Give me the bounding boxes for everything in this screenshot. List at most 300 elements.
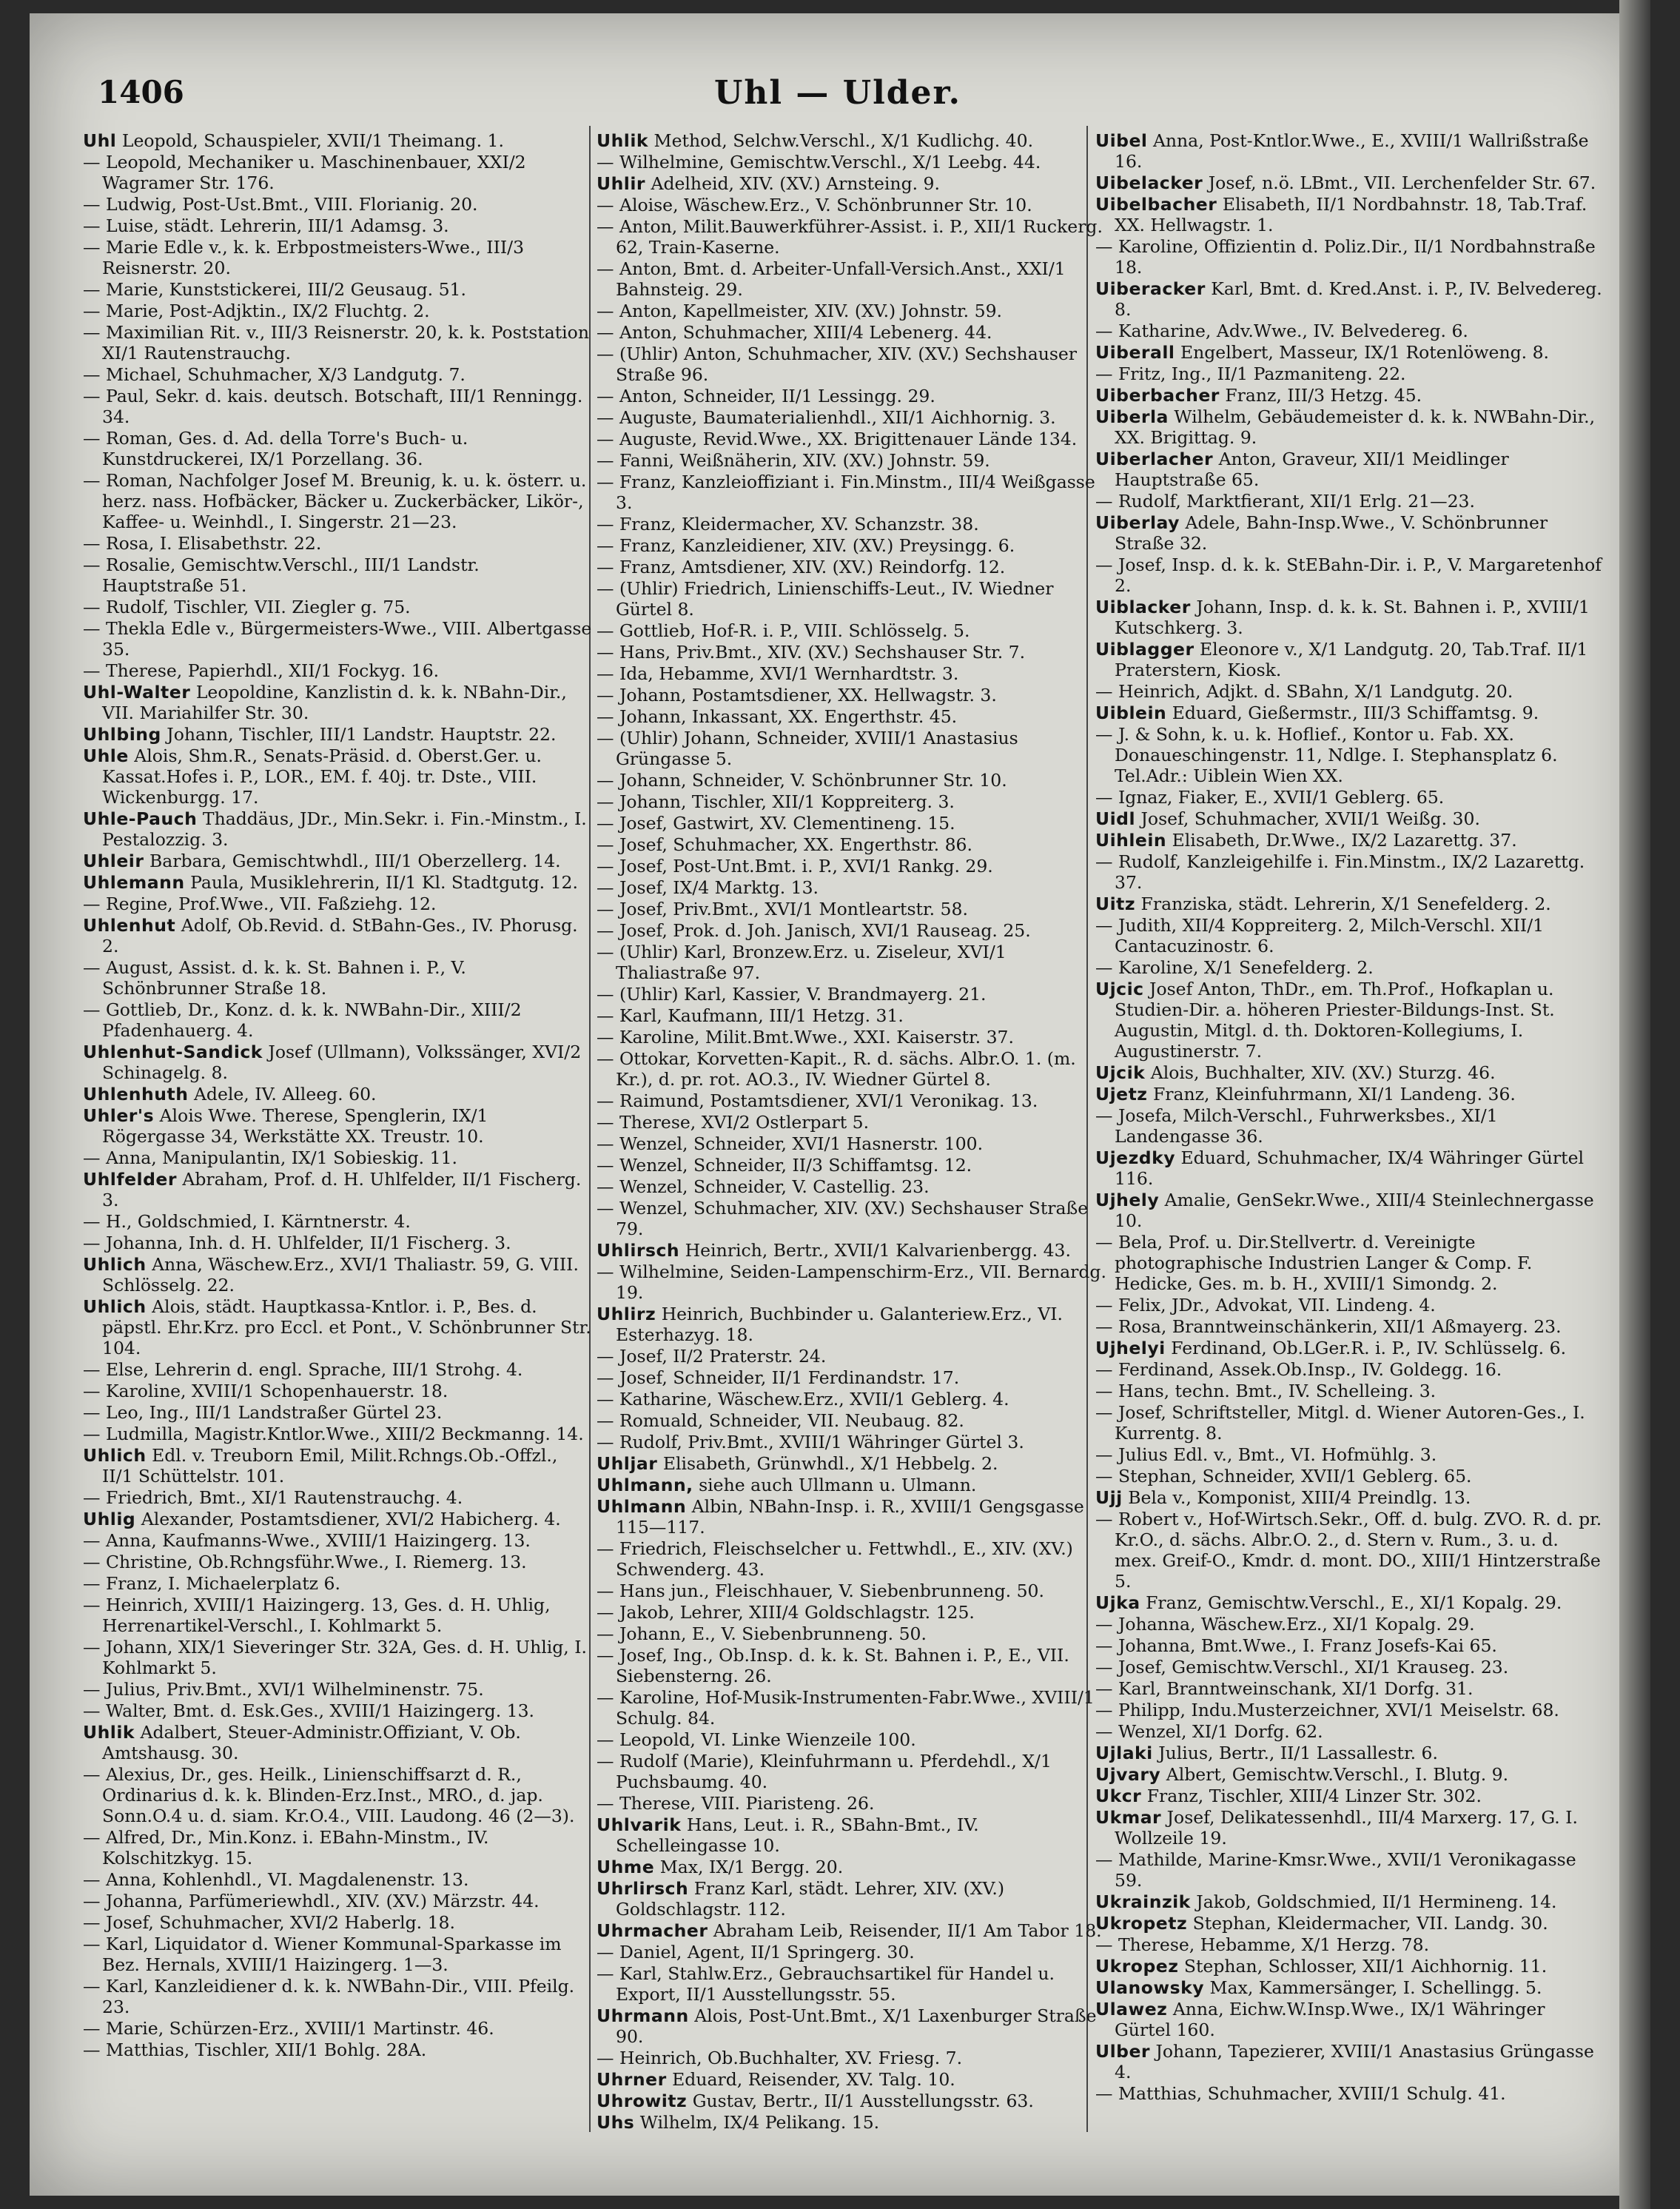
entry-details: siehe auch Ullmann u. Ulmann. (699, 1475, 977, 1495)
entry-details: Franziska, städt. Lehrerin, X/1 Senefelderg. 2. (1140, 894, 1551, 914)
directory-entry (1095, 1190, 1606, 1231)
entry-details: Johann, Tischler, III/1 Landstr. Hauptstr. 22. (167, 724, 557, 745)
entry-details: — Johann, E., V. Siebenbrunneng. 50. (597, 1623, 927, 1644)
directory-entry (1095, 1635, 1606, 1656)
directory-entry (83, 808, 594, 850)
entry-details: — Rudolf, Marktfierant, XII/1 Erlg. 21—23. (1095, 491, 1475, 512)
entry-details: — Johann, XIX/1 Sieveringer Str. 32A, Ges. d. H. Uhlig, I. Kohlmarkt 5. (83, 1637, 587, 1678)
entry-surname: Uiberla (1095, 406, 1169, 427)
entry-surname: Uhlik (83, 1722, 135, 1743)
entry-details: Franz, Kleinfuhrmann, XI/1 Landeng. 36. (1152, 1084, 1516, 1104)
entry-details: — Josef, Insp. d. k. k. StEBahn-Dir. i. P., V. Margaretenhof 2. (1095, 554, 1602, 596)
directory-entry (597, 728, 1107, 769)
directory-entry (1095, 1721, 1606, 1742)
directory-entry (597, 578, 1107, 620)
entry-surname: Uhlfelder (83, 1169, 177, 1190)
directory-entry (597, 856, 1107, 876)
entry-details: Adelheid, XIV. (XV.) Arnsteing. 9. (651, 173, 940, 194)
entry-details: — Ottokar, Korvetten-Kapit., R. d. sächs. Albr.O. 1. (m. Kr.), d. pr. rot. AO.3., IV. Wiedner Gürtel 8. (597, 1048, 1076, 1090)
entry-surname: Uhlbing (83, 724, 161, 745)
directory-entry (83, 872, 594, 893)
entry-surname: Uibelacker (1095, 172, 1203, 193)
entry-details: Eduard, Schuhmacher, IX/4 Währinger Gürtel 116. (1115, 1147, 1584, 1189)
entry-details: — Therese, VIII. Piaristeng. 26. (597, 1793, 875, 1814)
directory-entry (1095, 172, 1606, 193)
entry-details: — Katharine, Wäschew.Erz., XVII/1 Geblerg. 4. (597, 1389, 1009, 1409)
entry-details: — Fanni, Weißnäherin, XIV. (XV.) Johnstr. 59. (597, 450, 990, 471)
directory-entry (597, 429, 1107, 449)
entry-details: — Franz, Amtsdiener, XIV. (XV.) Reindorfg. 12. (597, 557, 1006, 577)
entry-surname: Uhs (597, 2112, 635, 2133)
directory-entry (83, 1487, 594, 1508)
entry-details: — Rudolf, Priv.Bmt., XVIII/1 Währinger Gürtel 3. (597, 1432, 1024, 1452)
entry-details: — Raimund, Postamtsdiener, XVI/1 Veronikag. 13. (597, 1090, 1038, 1111)
directory-entry (597, 2005, 1107, 2047)
entry-surname: Uhljar (597, 1453, 658, 1474)
directory-entry (597, 942, 1107, 983)
entry-details: — Alexius, Dr., ges. Heilk., Linienschiffsarzt d. R., Ordinarius d. k. k. Blinden-Erz.Inst., MRO., d. jap. Sonn.O.4 u. d. siam. Kr.O.4., VIII. Laudong. 46 (2—3). (83, 1764, 575, 1826)
directory-entry (597, 620, 1107, 641)
entry-details: Albin, NBahn-Insp. i. R., XVIII/1 Gengsgasse 115—117. (616, 1496, 1084, 1538)
entry-details: — Bela, Prof. u. Dir.Stellvertr. d. Vereinigte photographische Industrien Langer & Comp. F. Hedicke, Ges. m. b. H., XVIII/1 Simondg. 2. (1095, 1232, 1533, 1294)
entry-surname: Ujvary (1095, 1764, 1161, 1785)
directory-entry (1095, 639, 1606, 680)
entry-details: Anton, Graveur, XII/1 Meidlinger Hauptstraße 65. (1115, 449, 1509, 490)
entry-details: — Marie Edle v., k. k. Erbpostmeisters-Wwe., III/3 Reisnerstr. 20. (83, 237, 525, 278)
directory-entry (1095, 1466, 1606, 1486)
entry-surname: Uhrowitz (597, 2091, 688, 2111)
directory-entry (597, 152, 1107, 172)
entry-details: — Maximilian Rit. v., III/3 Reisnerstr. 20, k. k. Poststation XI/1 Rautenstrauchg. (83, 322, 589, 363)
directory-entry (83, 1084, 594, 1104)
entry-surname: Uhlir (597, 173, 646, 194)
entry-details: — Franz, Kleidermacher, XV. Schanzstr. 38. (597, 514, 979, 534)
directory-entry (83, 1424, 594, 1444)
entry-details: — Judith, XII/4 Koppreiterg. 2, Milch-Verschl. XII/1 Cantacuzinostr. 6. (1095, 915, 1545, 956)
directory-entry (1095, 2083, 1606, 2104)
entry-details: — Therese, XVI/2 Ostlerpart 5. (597, 1112, 870, 1133)
entry-details: Anna, Eichw.W.Insp.Wwe., IX/1 Währinger Gürtel 160. (1115, 1999, 1545, 2040)
entry-details: Gustav, Bertr., II/1 Ausstellungsstr. 63. (692, 2091, 1034, 2111)
entry-details: — Julius, Priv.Bmt., XVI/1 Wilhelminenstr. 75. (83, 1679, 484, 1700)
directory-entry (597, 2091, 1107, 2111)
directory-entry (83, 130, 594, 151)
entry-details: — Heinrich, Ob.Buchhalter, XV. Friesg. 7. (597, 2048, 963, 2068)
entry-details: — Josef, Schuhmacher, XVI/2 Haberlg. 18. (83, 1912, 455, 1933)
entry-details: Paula, Musiklehrerin, II/1 Kl. Stadtgutg. 12. (190, 872, 578, 893)
entry-details: Johann, Insp. d. k. k. St. Bahnen i. P., XVIII/1 Kutschkerg. 3. (1115, 597, 1590, 638)
entry-details: Franz Karl, städt. Lehrer, XIV. (XV.) Goldschlagstr. 112. (616, 1878, 1005, 1920)
directory-entry (1095, 363, 1606, 384)
entry-details: Barbara, Gemischtwhdl., III/1 Oberzellerg. 14. (149, 851, 561, 871)
directory-entry (1095, 1657, 1606, 1677)
directory-entry (597, 1090, 1107, 1111)
directory-entry (83, 1359, 594, 1380)
directory-entry (597, 770, 1107, 791)
entry-details: — Rosa, Branntweinschänkerin, XII/1 Aßmayerg. 23. (1095, 1316, 1562, 1337)
entry-details: — Josef, Prok. d. Joh. Janisch, XVI/1 Rauseag. 25. (597, 920, 1031, 941)
entry-details: — Auguste, Baumaterialienhdl., XII/1 Aichhornig. 3. (597, 407, 1056, 428)
directory-entry (597, 1645, 1107, 1686)
entry-surname: Uhlirsch (597, 1240, 680, 1261)
entry-details: — Anna, Manipulantin, IX/1 Sobieskig. 11. (83, 1147, 457, 1168)
entry-details: — Johanna, Wäschew.Erz., XI/1 Kopalg. 29. (1095, 1614, 1475, 1635)
entry-details: — Karoline, Hof-Musik-Instrumenten-Fabr.Wwe., XVIII/1 Schulg. 84. (597, 1687, 1095, 1729)
entry-surname: Ujezdky (1095, 1147, 1176, 1168)
entry-details: — Daniel, Agent, II/1 Springerg. 30. (597, 1942, 915, 1962)
entry-details: — Johann, Postamtsdiener, XX. Hellwagstr. 3. (597, 685, 997, 705)
entry-details: Abraham Leib, Reisender, II/1 Am Tabor 18. (713, 1920, 1102, 1941)
directory-entry (1095, 1592, 1606, 1613)
directory-entry (597, 343, 1107, 385)
directory-entry (597, 130, 1107, 151)
directory-entry (1095, 278, 1606, 320)
directory-entry (1095, 1381, 1606, 1401)
entry-surname: Uibel (1095, 130, 1148, 151)
directory-entry (597, 877, 1107, 898)
directory-entry (1095, 957, 1606, 978)
directory-entry (1095, 1338, 1606, 1358)
entry-surname: Uhl (83, 130, 117, 151)
entry-details: — Rudolf, Kanzleigehilfe i. Fin.Minstm., IX/2 Lazarettg. 37. (1095, 851, 1585, 893)
directory-entry (1095, 1147, 1606, 1189)
entry-details: — Josef, Post-Unt.Bmt. i. P., XVI/1 Rankg. 29. (597, 856, 993, 876)
entry-details: Albert, Gemischtw.Verschl., I. Blutg. 9. (1166, 1764, 1509, 1785)
entry-details: Eleonore v., X/1 Landgutg. 20, Tab.Traf. II/1 Praterstern, Kiosk. (1115, 639, 1588, 680)
directory-entry (597, 1814, 1107, 1856)
entry-details: — (Uhlir) Friedrich, Linienschiffs-Leut., IV. Wiedner Gürtel 8. (597, 578, 1054, 620)
entry-details: Hans, Leut. i. R., SBahn-Bmt., IV. Schelleingasse 10. (616, 1814, 979, 1856)
entry-details: Josef, Schuhmacher, XVII/1 Weißg. 30. (1140, 808, 1480, 829)
entry-details: — Josefa, Milch-Verschl., Fuhrwerksbes., XI/1 Landengasse 36. (1095, 1105, 1498, 1147)
directory-entry (1095, 1487, 1606, 1508)
directory-entry (83, 1381, 594, 1401)
entry-details: — Else, Lehrerin d. engl. Sprache, III/1 Strohg. 4. (83, 1359, 523, 1380)
entry-details: Anna, Wäschew.Erz., XVI/1 Thaliastr. 59, G. VIII. Schlösselg. 22. (102, 1254, 579, 1295)
entry-details: — Wilhelmine, Gemischtw.Verschl., X/1 Leebg. 44. (597, 152, 1041, 172)
directory-entry (597, 258, 1107, 300)
entry-surname: Uiblacker (1095, 597, 1191, 617)
entry-details: — Wenzel, Schneider, XVI/1 Hasnerstr. 100. (597, 1133, 984, 1154)
entry-surname: Ujka (1095, 1592, 1140, 1613)
entry-details: — Karoline, X/1 Senefelderg. 2. (1095, 957, 1374, 978)
directory-entry (83, 2018, 594, 2039)
directory-entry (597, 1155, 1107, 1176)
directory-entry (1095, 130, 1606, 172)
directory-entry (83, 618, 594, 660)
entry-details: — Matthias, Tischler, XII/1 Bohlg. 28A. (83, 2039, 427, 2060)
directory-entry (1095, 1977, 1606, 1998)
entry-surname: Ukropetz (1095, 1913, 1188, 1934)
entry-surname: Uiberlacher (1095, 449, 1214, 469)
entry-details: — Gottlieb, Hof-R. i. P., VIII. Schlösselg. 5. (597, 620, 970, 641)
directory-entry (597, 685, 1107, 705)
entry-details: — Alfred, Dr., Min.Konz. i. EBahn-Minstm., IV. Kolschitzkyg. 15. (83, 1827, 489, 1868)
directory-entry (597, 173, 1107, 194)
directory-entry (83, 1552, 594, 1572)
entry-details: — Heinrich, XVIII/1 Haizingerg. 13, Ges. d. H. Uhlig, Herrenartikel-Verschl., I. Kohlmarkt 5. (83, 1595, 551, 1636)
entry-details: — Karl, Liquidator d. Wiener Kommunal-Sparkasse im Bez. Hernals, XVIII/1 Haizingerg. 1—3. (83, 1934, 562, 1975)
directory-entry (597, 1857, 1107, 1877)
entry-surname: Uiberbacher (1095, 385, 1220, 406)
entry-details: Heinrich, Bertr., XVII/1 Kalvarienbergg. 43. (685, 1240, 1071, 1261)
entry-surname: Ulawez (1095, 1999, 1168, 2019)
entry-surname: Uhlemann (83, 872, 185, 893)
directory-entry (1095, 724, 1606, 786)
entry-details: — Johanna, Inh. d. H. Uhlfelder, II/1 Fischerg. 3. (83, 1233, 511, 1253)
entry-surname: Uibelbacher (1095, 194, 1217, 215)
entry-surname: Ujhelyi (1095, 1338, 1166, 1358)
directory-entry (597, 322, 1107, 343)
directory-entry (597, 1793, 1107, 1814)
entry-details: — Anton, Schuhmacher, XIII/4 Lebenerg. 44. (597, 322, 992, 343)
directory-entry (597, 216, 1107, 258)
entry-surname: Ukrainzik (1095, 1891, 1191, 1912)
entry-surname: Uiblagger (1095, 639, 1195, 660)
directory-entry (83, 1700, 594, 1721)
directory-entry (1095, 894, 1606, 914)
directory-entry (1095, 385, 1606, 406)
directory-entry (1095, 2041, 1606, 2082)
entry-details: — Marie, Schürzen-Erz., XVIII/1 Martinstr. 46. (83, 2018, 494, 2039)
entry-surname: Ujj (1095, 1487, 1123, 1508)
entry-details: Wilhelm, Gebäudemeister d. k. k. NWBahn-Dir., XX. Brigittag. 9. (1115, 406, 1596, 448)
directory-entry (83, 597, 594, 617)
directory-entry (83, 279, 594, 300)
directory-entry (597, 472, 1107, 513)
directory-entry (83, 1912, 594, 1933)
directory-entry (83, 152, 594, 193)
entry-details: — Johanna, Parfümeriewhdl., XIV. (XV.) Märzstr. 44. (83, 1891, 540, 1911)
entry-details: — Thekla Edle v., Bürgermeisters-Wwe., VIII. Albertgasse 35. (83, 618, 592, 660)
entry-details: — Philipp, Indu.Musterzeichner, XVI/1 Meiselstr. 68. (1095, 1700, 1559, 1720)
directory-entry (83, 682, 594, 723)
directory-entry (1095, 1084, 1606, 1104)
directory-entry (597, 1920, 1107, 1941)
directory-entry (597, 1176, 1107, 1197)
directory-entry (83, 554, 594, 596)
directory-entry (597, 1389, 1107, 1409)
directory-entry (1095, 1743, 1606, 1763)
directory-entry (597, 1367, 1107, 1388)
entry-details: — Luise, städt. Lehrerin, III/1 Adamsg. 3. (83, 215, 449, 236)
directory-entry (83, 1891, 594, 1911)
directory-entry (83, 1211, 594, 1232)
directory-entry (597, 1304, 1107, 1345)
directory-entry (83, 194, 594, 215)
directory-entry (597, 1198, 1107, 1239)
entry-details: Franz, Tischler, XIII/4 Linzer Str. 302. (1146, 1786, 1482, 1806)
directory-entry (1095, 554, 1606, 596)
directory-entry (597, 1112, 1107, 1133)
entry-details: Thaddäus, JDr., Min.Sekr. i. Fin.-Minstm., I. Pestalozzig. 3. (102, 808, 587, 850)
directory-entry (597, 1751, 1107, 1792)
entry-details: Stephan, Kleidermacher, VII. Landg. 30. (1192, 1913, 1548, 1934)
entry-details: — Hans, Priv.Bmt., XIV. (XV.) Sechshauser Str. 7. (597, 642, 1026, 663)
entry-details: — Wilhelmine, Seiden-Lampenschirm-Erz., VII. Bernardg. 19. (597, 1261, 1106, 1303)
directory-entry (83, 533, 594, 554)
directory-entry (597, 1346, 1107, 1367)
entry-surname: Uiberacker (1095, 278, 1206, 299)
entry-details: — Auguste, Revid.Wwe., XX. Brigittenauer Lände 134. (597, 429, 1078, 449)
entry-details: Josef Anton, ThDr., em. Th.Prof., Hofkaplan u. Studien-Dir. a. höheren Priester-Bildungs-Inst. St. Augustin, Mitgl. d. th. Doktoren-Kollegiums, I. Augustinerstr. 7. (1115, 979, 1555, 1062)
entry-details: Elisabeth, II/1 Nordbahnstr. 18, Tab.Traf. XX. Hellwagstr. 1. (1115, 194, 1587, 235)
entry-details: Eduard, Gießermstr., III/3 Schiffamtsg. 9. (1172, 703, 1539, 723)
directory-entry (1095, 1062, 1606, 1083)
entry-details: — August, Assist. d. k. k. St. Bahnen i. P., V. Schönbrunner Straße 18. (83, 957, 466, 999)
entry-details: Franz, Gemischtw.Verschl., E., XI/1 Kopalg. 29. (1146, 1592, 1562, 1613)
entry-details: — Wenzel, Schuhmacher, XIV. (XV.) Sechshauser Straße 79. (597, 1198, 1089, 1239)
directory-entry (1095, 915, 1606, 956)
entry-details: — Jakob, Lehrer, XIII/4 Goldschlagstr. 125. (597, 1602, 975, 1623)
entry-details: — Anton, Milit.Bauwerkführer-Assist. i. P., XII/1 Ruckerg. 62, Train-Kaserne. (597, 216, 1103, 258)
entry-surname: Uitz (1095, 894, 1136, 914)
entry-details: Jakob, Goldschmied, II/1 Hermineng. 14. (1196, 1891, 1557, 1912)
directory-entry (597, 791, 1107, 812)
directory-entry (1095, 1105, 1606, 1147)
directory-entry (1095, 1232, 1606, 1294)
entry-details: — Karl, Kaufmann, III/1 Hetzg. 31. (597, 1005, 904, 1026)
entry-details: — Friedrich, Bmt., XI/1 Rautenstrauchg. 4. (83, 1487, 463, 1508)
entry-details: — Josef, II/2 Praterstr. 24. (597, 1346, 827, 1367)
entry-details: Bela v., Komponist, XIII/4 Preindlg. 13. (1128, 1487, 1471, 1508)
entry-details: Adalbert, Steuer-Administr.Offiziant, V. Ob. Amtshausg. 30. (102, 1722, 521, 1763)
directory-entry (1095, 1849, 1606, 1891)
directory-entry (597, 1410, 1107, 1431)
entry-details: — Aloise, Wäschew.Erz., V. Schönbrunner Str. 10. (597, 195, 1032, 215)
directory-entry (83, 1509, 594, 1529)
entry-details: — Anton, Kapellmeister, XIV. (XV.) Johnstr. 59. (597, 301, 1002, 321)
entry-details: Anna, Post-Kntlor.Wwe., E., XVIII/1 Wallrißstraße 16. (1115, 130, 1589, 172)
entry-details: Julius, Bertr., II/1 Lassallestr. 6. (1158, 1743, 1438, 1763)
directory-entry (83, 301, 594, 321)
entry-surname: Ujcic (1095, 979, 1144, 999)
entry-details: Alois, städt. Hauptkassa-Kntlor. i. P., Bes. d. päpstl. Ehr.Krz. pro Eccl. et Pont., V. Schönbrunner Str. 104. (102, 1296, 591, 1358)
page-header (68, 74, 1607, 118)
entry-details: — Fritz, Ing., II/1 Pazmaniteng. 22. (1095, 363, 1406, 384)
entry-details: — Leopold, VI. Linke Wienzeile 100. (597, 1729, 916, 1750)
entry-surname: Uhrmacher (597, 1920, 708, 1941)
entry-details: — Franz, I. Michaelerplatz 6. (83, 1573, 340, 1594)
directory-entry (83, 1595, 594, 1636)
entry-details: Engelbert, Masseur, IX/1 Rotenlöweng. 8. (1180, 342, 1550, 363)
entry-details: — Johann, Inkassant, XX. Engerthstr. 45. (597, 706, 958, 727)
directory-entry (83, 1233, 594, 1253)
entry-details: — (Uhlir) Anton, Schuhmacher, XIV. (XV.) Sechshauser Straße 96. (597, 343, 1078, 385)
directory-entry (597, 1133, 1107, 1154)
entry-details: — Ida, Hebamme, XVI/1 Wernhardtstr. 3. (597, 663, 959, 684)
entry-details: Elisabeth, Grünwhdl., X/1 Hebbelg. 2. (662, 1453, 998, 1474)
directory-entry (597, 514, 1107, 534)
entry-surname: Uhlich (83, 1254, 147, 1275)
entry-details: Max, Kammersänger, I. Schellingg. 5. (1209, 1977, 1542, 1998)
directory-entry (597, 2112, 1107, 2133)
directory-entry (83, 428, 594, 469)
entry-details: — Robert v., Hof-Wirtsch.Sekr., Off. d. bulg. ZVO. R. d. pr. Kr.O., d. sächs. Albr.O. 2., d. Stern v. Rum., 3. u. d. mex. Greif-O., Kmdr. d. mont. DO., XIII/1 Hintzerstraße 5. (1095, 1509, 1602, 1592)
entry-details: — Ferdinand, Assek.Ob.Insp., IV. Goldegg. 16. (1095, 1359, 1502, 1380)
directory-entry (597, 1475, 1107, 1495)
directory-entry (83, 1254, 594, 1295)
directory-entry (1095, 236, 1606, 278)
directory-entry (1095, 1295, 1606, 1315)
directory-entry (597, 1432, 1107, 1452)
directory-entry (83, 386, 594, 427)
entry-details: — Ignaz, Fiaker, E., XVII/1 Geblerg. 65. (1095, 787, 1445, 808)
directory-entry (1095, 1913, 1606, 1934)
entry-surname: Uhlig (83, 1509, 136, 1529)
entry-details: — Marie, Post-Adjktin., IX/2 Fluchtg. 2. (83, 301, 430, 321)
entry-details: — Felix, JDr., Advokat, VII. Lindeng. 4. (1095, 1295, 1436, 1315)
directory-entry (83, 894, 594, 914)
entry-details: Method, Selchw.Verschl., X/1 Kudlichg. 40. (653, 130, 1034, 151)
entry-details: — Gottlieb, Dr., Konz. d. k. k. NWBahn-Dir., XIII/2 Pfadenhauerg. 4. (83, 999, 522, 1041)
directory-entry (597, 2048, 1107, 2068)
entry-details: Leopoldine, Kanzlistin d. k. k. NBahn-Dir., VII. Mariahilfer Str. 30. (102, 682, 567, 723)
entry-surname: Uiblein (1095, 703, 1167, 723)
entry-details: — Therese, Hebamme, X/1 Herzg. 78. (1095, 1934, 1430, 1955)
entry-surname: Uhlvarik (597, 1814, 682, 1835)
entry-details: Josef, Delikatessenhdl., III/4 Marxerg. 17, G. I. Wollzeile 19. (1115, 1807, 1578, 1848)
entry-surname: Uidl (1095, 808, 1136, 829)
entry-details: Alois, Post-Unt.Bmt., X/1 Laxenburger Straße 90. (616, 2005, 1097, 2047)
entry-details: — Anna, Kaufmanns-Wwe., XVIII/1 Haizingerg. 13. (83, 1530, 531, 1551)
entry-surname: Uihlein (1095, 830, 1167, 851)
entry-details: — Roman, Nachfolger Josef M. Breunig, k. u. k. österr. u. herz. nass. Hofbäcker, Bäcker u. Zuckerbäcker, Likör-, Kaffee- u. Weinhdl., I. Singerstr. 21—23. (83, 470, 587, 532)
entry-details: — Michael, Schuhmacher, X/3 Landgutg. 7. (83, 364, 466, 385)
entry-details: — J. & Sohn, k. u. k. Hoflief., Kontor u. Fab. XX. Donaueschingenstr. 11, Ndlge. I. Stephansplatz 6. Tel.Adr.: Uiblein Wien XX. (1095, 724, 1558, 786)
entry-surname: Uhlich (83, 1296, 147, 1317)
directory-entry (597, 1729, 1107, 1750)
page-number: 1406 (98, 74, 184, 110)
directory-entry (83, 745, 594, 808)
directory-entry (597, 2069, 1107, 2090)
entry-details: — Rosa, I. Elisabethstr. 22. (83, 533, 322, 554)
entry-details: Ferdinand, Ob.LGer.R. i. P., IV. Schlüsselg. 6. (1171, 1338, 1567, 1358)
entry-details: — Julius Edl. v., Bmt., VI. Hofmühlg. 3. (1095, 1444, 1437, 1465)
directory-entry (1095, 1402, 1606, 1444)
directory-entry (83, 1296, 594, 1358)
entry-details: Franz, III/3 Hetzg. 45. (1225, 385, 1422, 406)
directory-entry (83, 237, 594, 278)
entry-details: — Josef, Ing., Ob.Insp. d. k. k. St. Bahnen i. P., E., VII. Siebensterng. 26. (597, 1645, 1069, 1686)
directory-entry (83, 1530, 594, 1551)
directory-entry (1095, 512, 1606, 554)
directory-entry (597, 706, 1107, 727)
entry-surname: Ujetz (1095, 1084, 1148, 1104)
entry-surname: Uhlich (83, 1445, 147, 1466)
entry-surname: Uhlmann, (597, 1475, 693, 1495)
entry-details: — (Uhlir) Karl, Bronzew.Erz. u. Ziseleur, XVI/1 Thaliastraße 97. (597, 942, 1007, 983)
entry-surname: Uhrlirsch (597, 1878, 689, 1899)
entry-details: — Johann, Tischler, XII/1 Koppreiterg. 3. (597, 791, 955, 812)
entry-surname: Uhme (597, 1857, 655, 1877)
directory-entry (1095, 597, 1606, 638)
entry-details: Wilhelm, IX/4 Pelikang. 15. (639, 2112, 880, 2133)
directory-entry (83, 1679, 594, 1700)
entry-surname: Ukropez (1095, 1956, 1179, 1977)
entry-surname: Uhlenhuth (83, 1084, 189, 1104)
directory-entry (83, 1934, 594, 1975)
entry-details: — Karoline, Offizientin d. Poliz.Dir., II/1 Nordbahnstraße 18. (1095, 236, 1596, 278)
directory-entry (83, 1105, 594, 1147)
entry-details: — Wenzel, Schneider, V. Castellig. 23. (597, 1176, 930, 1197)
entry-details: — Ludwig, Post-Ust.Bmt., VIII. Florianig. 20. (83, 194, 478, 215)
directory-entry (1095, 1509, 1606, 1592)
entry-details: Edl. v. Treuborn Emil, Milit.Rchngs.Ob.-Offzl., II/1 Schüttelstr. 101. (102, 1445, 558, 1486)
entry-details: — Marie, Kunststickerei, III/2 Geusaug. 51. (83, 279, 466, 300)
directory-entry (83, 470, 594, 532)
entry-details: — (Uhlir) Karl, Kassier, V. Brandmayerg. 21. (597, 984, 987, 1005)
